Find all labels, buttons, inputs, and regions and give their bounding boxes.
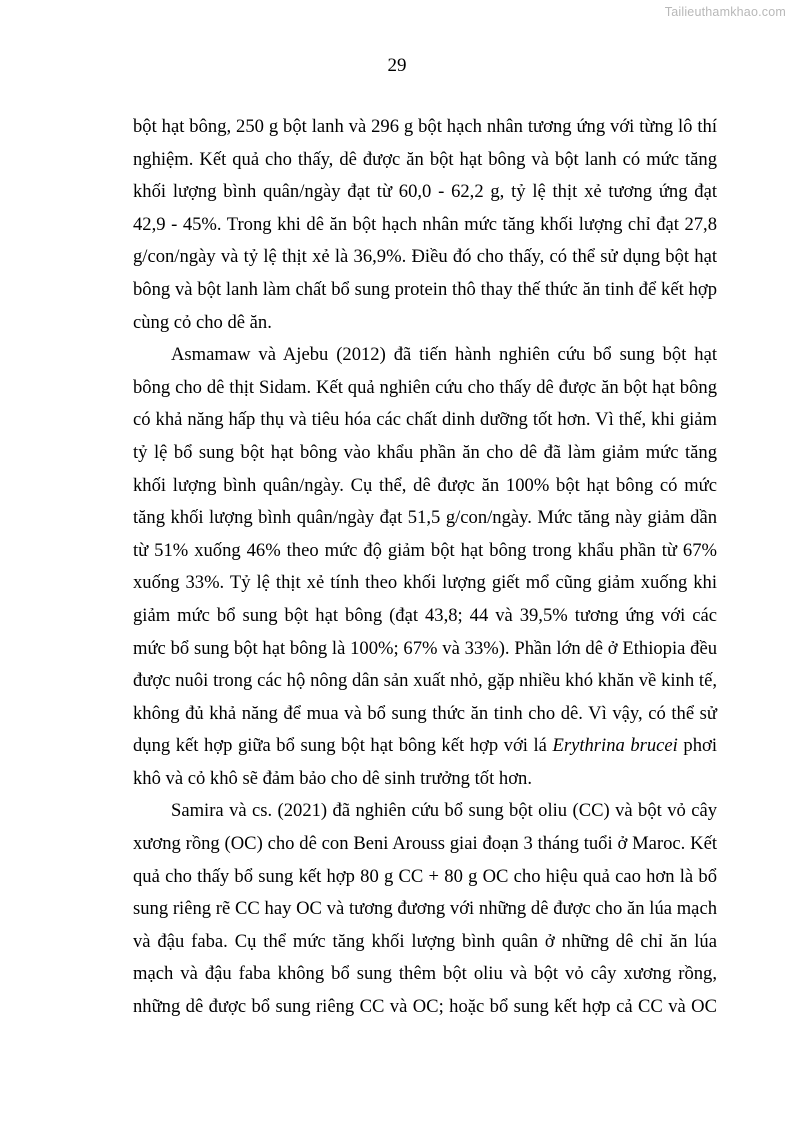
text-segment: phơi	[677, 735, 717, 757]
text-line: Asmamaw và Ajebu (2012) đã tiến hành nghiên cứu bổ sung bột hạt	[171, 344, 717, 366]
text-line: từ 51% xuống 46% theo mức độ giảm bột hạt bông trong khẩu phần từ 67%	[133, 539, 717, 561]
document-body	[133, 111, 717, 1024]
paragraph-2	[133, 339, 717, 795]
page-number: 29	[387, 55, 407, 76]
text-line: khối lượng bình quân/ngày đạt từ 60,0 - 62,2 g, tỷ lệ thịt xẻ tương ứng đạt	[133, 181, 717, 203]
text-line: Samira và cs. (2021) đã nghiên cứu bổ sung bột oliu (CC) và bột vỏ cây	[171, 800, 717, 822]
text-line: cùng cỏ cho dê ăn.	[133, 311, 272, 333]
paragraph-1	[133, 111, 717, 339]
text-line: có khả năng hấp thụ và tiêu hóa các chất dinh dưỡng tốt hơn. Vì thế, khi giảm	[133, 409, 717, 431]
text-line: nghiệm. Kết quả cho thấy, dê được ăn bột hạt bông và bột lanh có mức tăng	[133, 148, 717, 170]
text-line: được nuôi trong các hộ nông dân sản xuất nhỏ, gặp nhiều khó khăn về kinh tế,	[133, 670, 717, 692]
text-line: g/con/ngày và tỷ lệ thịt xẻ là 36,9%. Điều đó cho thấy, có thể sử dụng bột hạt	[133, 246, 717, 268]
text-line: bông và bột lanh làm chất bổ sung protein thô thay thế thức ăn tinh để kết hợp	[133, 278, 717, 300]
text-line: sung riêng rẽ CC hay OC và tương đương với những dê được cho ăn lúa mạch	[133, 898, 717, 920]
text-line: khối lượng bình quân/ngày. Cụ thể, dê được ăn 100% bột hạt bông có mức	[133, 474, 717, 496]
text-line: tỷ lệ bổ sung bột hạt bông vào khẩu phần ăn cho dê đã làm giảm mức tăng	[133, 441, 717, 463]
text-line: không đủ khả năng để mua và bổ sung thức ăn tinh cho dê. Vì vậy, có thể sử	[133, 702, 717, 724]
text-line: mức bổ sung bột hạt bông là 100%; 67% và 33%). Phần lớn dê ở Ethiopia đều	[133, 637, 717, 659]
species-name: Erythrina brucei	[552, 735, 678, 757]
text-line: những dê được bổ sung riêng CC và OC; hoặc bổ sung kết hợp cả CC và OC	[133, 996, 717, 1018]
text-line: bông cho dê thịt Sidam. Kết quả nghiên cứu cho thấy dê được ăn bột hạt bông	[133, 376, 717, 398]
text-line: khô và cỏ khô sẽ đảm bảo cho dê sinh trưởng tốt hơn.	[133, 767, 532, 789]
text-line: và đậu faba. Cụ thể mức tăng khối lượng bình quân ở những dê chỉ ăn lúa	[133, 930, 717, 952]
paragraph-3	[133, 795, 717, 1023]
text-line: 42,9 - 45%. Trong khi dê ăn bột hạch nhân mức tăng khối lượng chỉ đạt 27,8	[133, 213, 717, 235]
text-line: tăng khối lượng bình quân/ngày đạt 51,5 g/con/ngày. Mức tăng này giảm dần	[133, 507, 717, 529]
text-segment: dụng kết hợp giữa bổ sung bột hạt bông kết hợp với lá	[133, 735, 553, 757]
text-line-with-species	[133, 730, 717, 763]
text-line: xuống 33%. Tỷ lệ thịt xẻ tính theo khối lượng giết mổ cũng giảm xuống khi	[133, 572, 717, 594]
text-line: giảm mức bổ sung bột hạt bông (đạt 43,8; 44 và 39,5% tương ứng với các	[133, 604, 717, 626]
text-line: xương rồng (OC) cho dê con Beni Arouss giai đoạn 3 tháng tuổi ở Maroc. Kết	[133, 833, 717, 855]
watermark: Tailieuthamkhao.com	[664, 5, 786, 19]
text-line: bột hạt bông, 250 g bột lanh và 296 g bột hạch nhân tương ứng với từng lô thí	[133, 116, 717, 137]
text-line: quả cho thấy bổ sung kết hợp 80 g CC + 80 g OC cho hiệu quả cao hơn là bổ	[133, 865, 717, 887]
text-line: mạch và đậu faba không bổ sung thêm bột oliu và bột vỏ cây xương rồng,	[133, 963, 717, 985]
